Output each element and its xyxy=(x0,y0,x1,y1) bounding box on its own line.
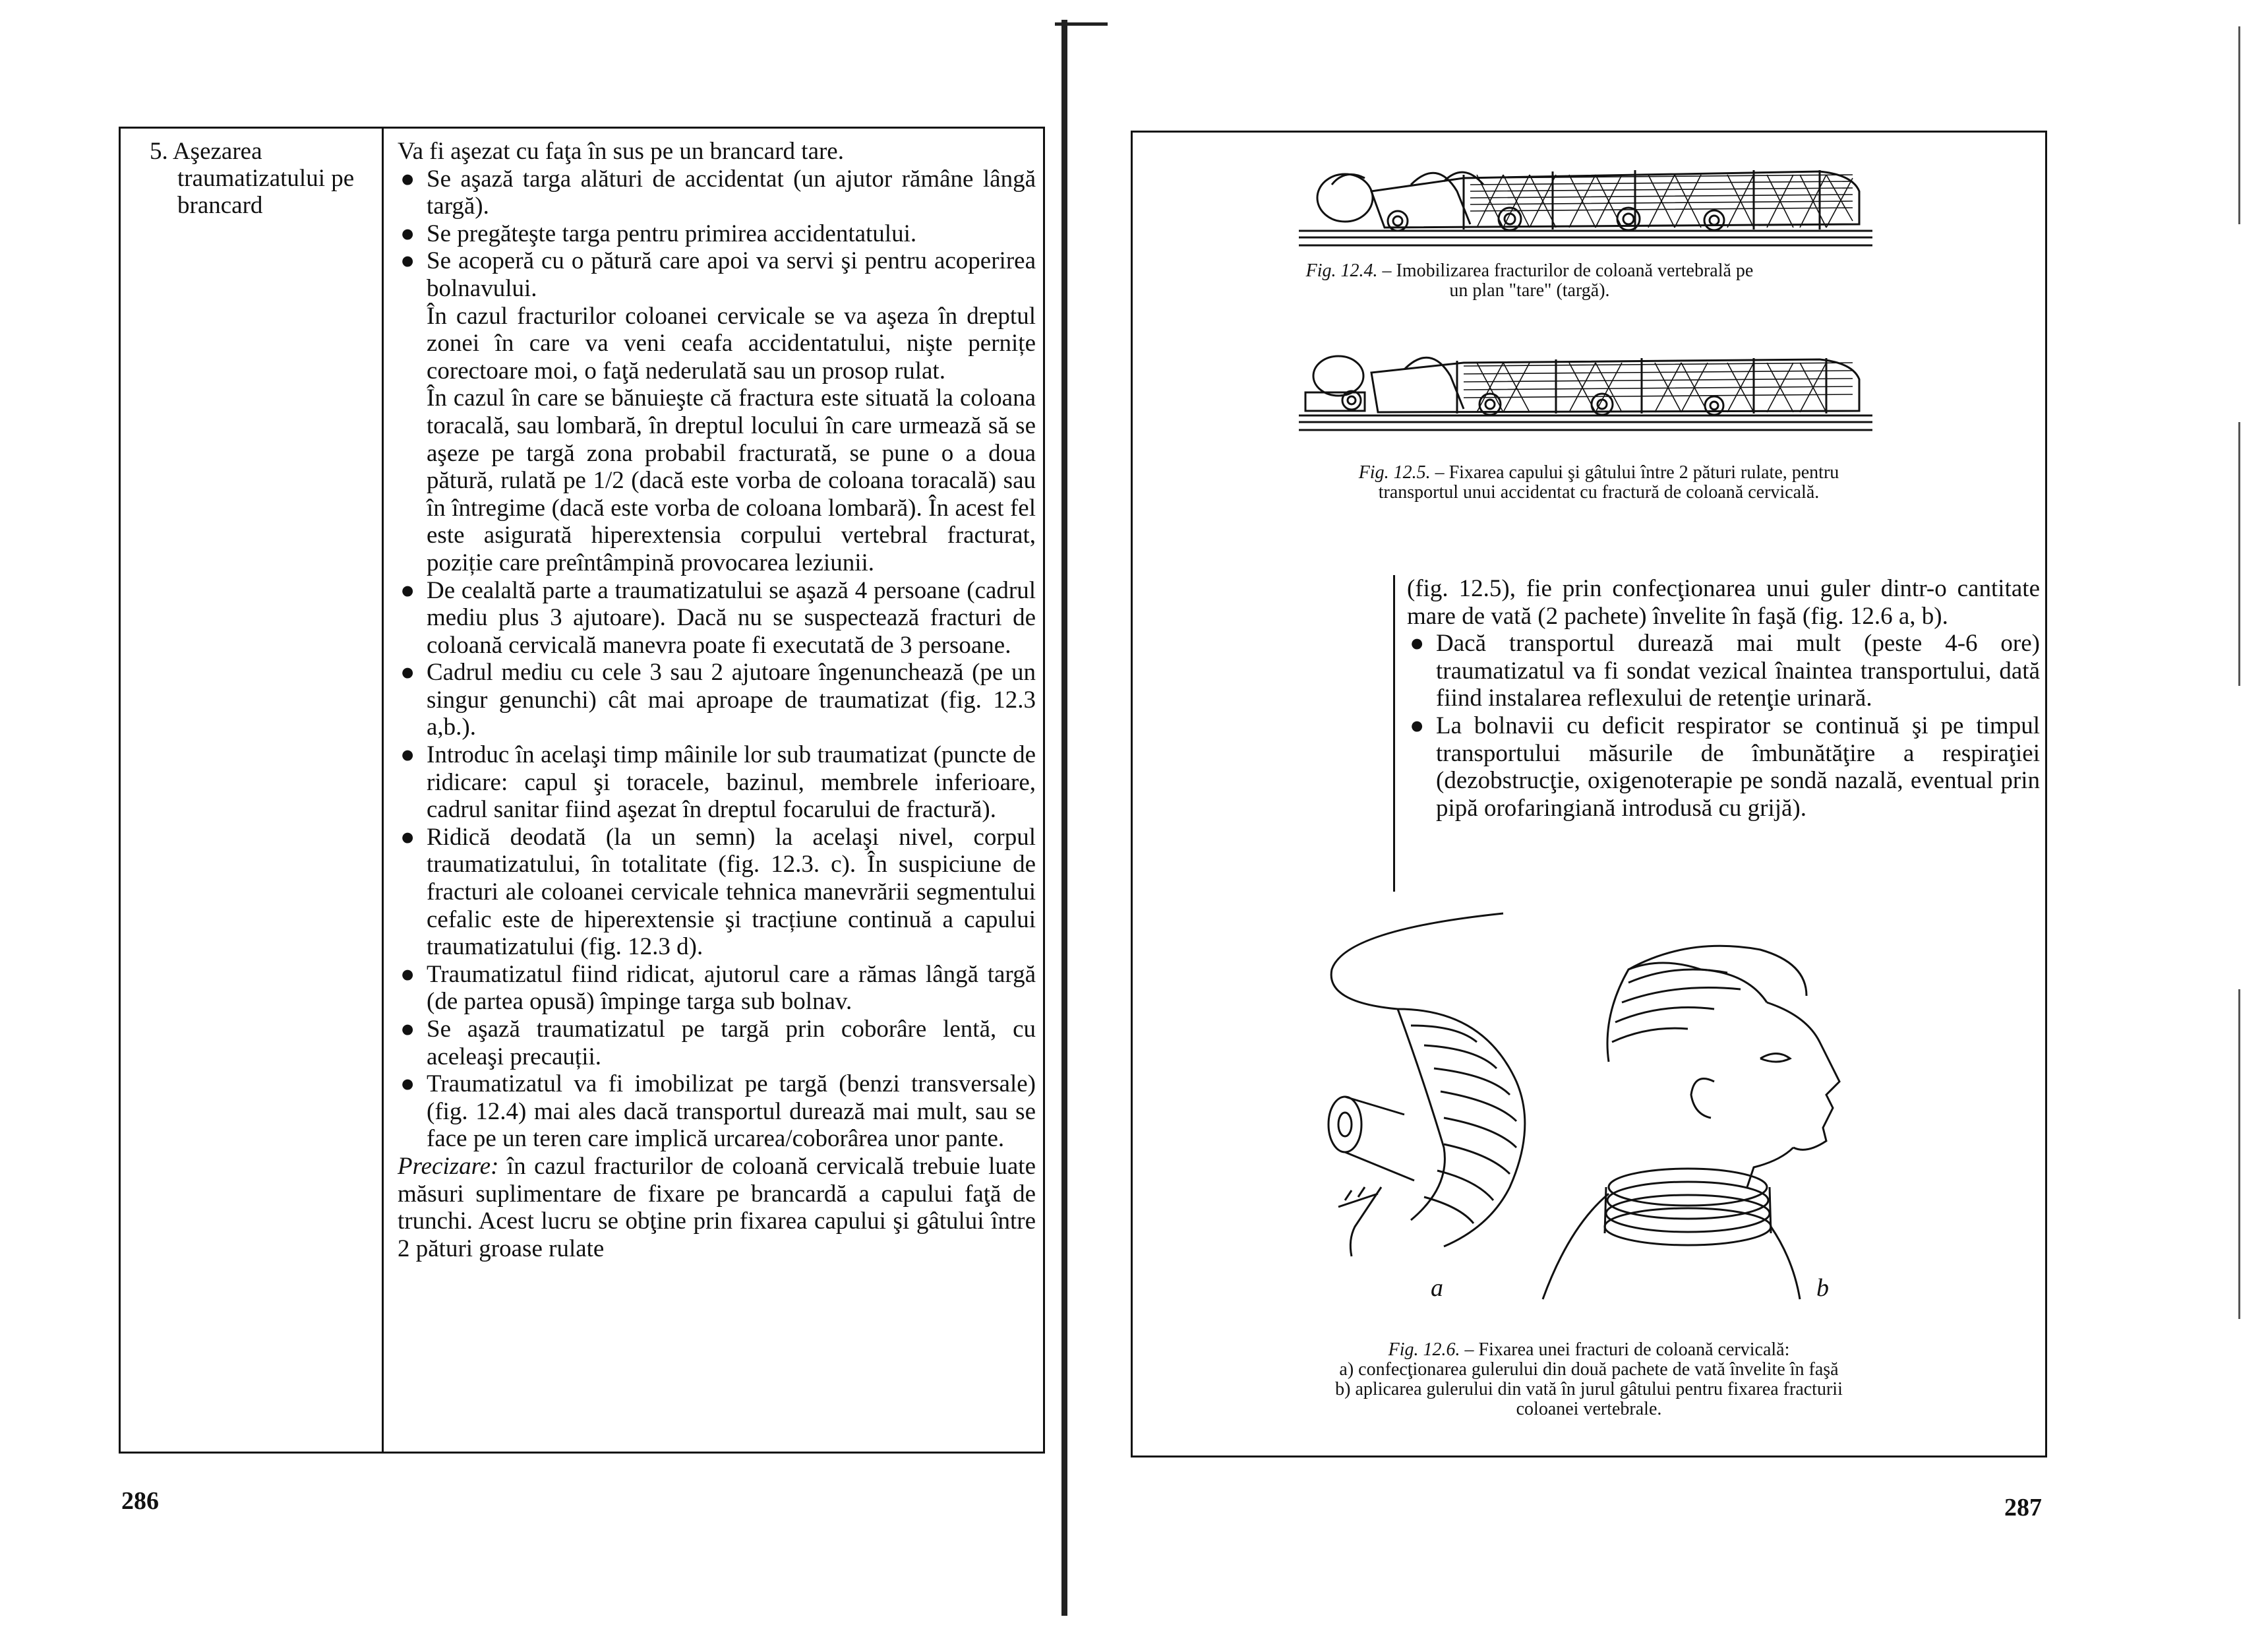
scan-margin-line xyxy=(2238,26,2240,224)
figure-12-6-illustration xyxy=(1319,910,1899,1319)
procedure-table xyxy=(119,127,1045,1454)
list-item: ● La bolnavii cu deficit respirator se continuă şi pe timpul transportului măsurile de îmbunătăţire a respiraţiei (dezobstrucţie, oxigenoterapie pe sondă nazală, eventual prin pipă orofaringiană introdusă cu grijă). xyxy=(1410,712,2040,822)
list-item: ● Traumatizatul fiind ridicat, ajutorul care a rămas lângă targă (de partea opusă) împinge targa sub bolnav. xyxy=(400,960,1036,1016)
scan-margin-line xyxy=(2238,989,2240,1319)
figure-12-4-number: Fig. 12.4. xyxy=(1305,261,1378,281)
continuation-text: (fig. 12.5), fie prin confecţionarea unui guler dintr-o cantitate mare de vată (2 pachete) învelite în faşă (fig. 12.6 a, b). xyxy=(1407,575,2040,630)
list-item: ● Dacă transportul durează mai mult (peste 4-6 ore) traumatizatul va fi sondat vezical înaintea transportului, dată fiind instalarea reflexului de retenţie urinară. xyxy=(1410,630,2040,712)
right-page-text xyxy=(1393,575,2040,892)
page-number-left: 286 xyxy=(121,1487,159,1515)
list-item: ● Se acoperă cu o pătură care apoi va servi şi pentru acoperirea bolnavului. xyxy=(400,247,1036,302)
figure-12-5-number: Fig. 12.5. xyxy=(1358,462,1431,483)
figure-12-5-illustration xyxy=(1292,340,1879,445)
bullet-icon: ● xyxy=(1410,630,1425,658)
bullet-icon: ● xyxy=(400,247,415,275)
bullet-icon: ● xyxy=(400,165,415,193)
figure-12-4-text: – Imobilizarea fracturilor de coloană vertebrală pe un plan "tare" (targă). xyxy=(1377,261,1754,301)
precizare-text: în cazul fracturilor de coloană cervicală trebuie luate măsuri suplimentare de fixare pe brancardă a capului faţă de trunchi. Acest lucru se obţine prin fixarea capului şi gâtului între 2 pături groase rulate xyxy=(398,1152,1036,1262)
list-item: ● Ridică deodată (la un semn) la acelaşi nivel, corpul traumatizatului, în totalitate (fig. 12.3. c). În suspiciune de fracturi ale coloanei cervicale tehnica manevrării segmentului cefalic este de hiperextensie şi tracțiune continuă a capului traumatizatului (fig. 12.3 d). xyxy=(400,823,1036,961)
paragraph-cervical: În cazul fracturilor coloanei cervicale se va aşeza în dreptul zonei în care va veni ceafa accidentatului, nişte pernițe corectoare moi, o faţă nederulată sau un prosop rulat. xyxy=(427,302,1036,384)
paragraph-thoracic: În cazul în care se bănuieşte că fractura este situată la coloana toracală, sau lombară, în dreptul locului în care urmează să se aşeze pe targă zona probabil fracturată, se pune o a doua pătură, rulată pe 1/2 (dacă este vorba de coloana toracală) sau în întregime (dacă este vorba de coloana lombară). În acest fel este asigurată hiperextensia corpului vertebral fracturat, poziție care preîntâmpină provocarea leziunii. xyxy=(427,384,1036,576)
bullet-icon: ● xyxy=(400,741,415,769)
row-title: 5. Aşezarea traumatizatului pe brancard xyxy=(150,138,355,219)
figure-12-4-caption xyxy=(1299,261,1760,301)
table-content-cell xyxy=(398,138,1036,1262)
list-item: ● Introduc în acelaşi timp mâinile lor sub traumatizat (puncte de ridicare: capul şi toracele, bazinul, membrele inferioare, cadrul sanitar fiind aşezat în dreptul focarului de fractură). xyxy=(400,741,1036,824)
page-number-right: 287 xyxy=(2004,1494,2042,1521)
bullet-icon: ● xyxy=(1410,712,1425,739)
figure-12-6-label-a: a xyxy=(1431,1274,1443,1302)
precizare-label: Precizare: xyxy=(398,1152,499,1180)
list-item: ● Se pregăteşte targa pentru primirea accidentatului. xyxy=(400,220,917,247)
bullet-list-b xyxy=(398,577,1036,1153)
bullet-icon: ● xyxy=(400,823,415,851)
bullet-icon: ● xyxy=(400,1070,415,1098)
figure-12-6-line2: a) confecţionarea gulerului din două pachete de vată învelite în faşă xyxy=(1339,1359,1839,1380)
figure-12-5-text: – Fixarea capului şi gâtului între 2 pături rulate, pentru transportul unui accidentat cu fractură de coloană cervicală. xyxy=(1378,462,1839,503)
list-item: ● Cadrul mediu cu cele 3 sau 2 ajutoare îngenunchează (pe un singur genunchi) cât mai aproape de traumatizat (fig. 12.3 a,b.). xyxy=(400,659,1036,741)
figure-12-6-caption xyxy=(1309,1340,1869,1419)
list-item: ● Se aşază traumatizatul pe targă prin coborâre lentă, cu aceleaşi precauții. xyxy=(400,1016,1036,1070)
figure-12-4-illustration xyxy=(1292,145,1879,257)
bullet-icon: ● xyxy=(400,1016,415,1043)
figure-12-6-line3: b) aplicarea gulerului din vată în jurul gâtului pentru fixarea fracturii coloanei vertebrale. xyxy=(1335,1379,1843,1419)
right-bullet-list xyxy=(1407,630,2040,822)
scan-margin-line xyxy=(2238,422,2240,686)
list-item: ● Traumatizatul va fi imobilizat pe targă (benzi transversale) (fig. 12.4) mai ales dacă transportul durează mai mult, sau se face pe un teren care implică urcarea/coborârea unor pante. xyxy=(400,1070,1036,1153)
bullet-icon: ● xyxy=(400,220,415,247)
book-gutter xyxy=(1061,20,1067,1616)
bullet-list-a xyxy=(398,166,1036,303)
intro-text: Va fi aşezat cu faţa în sus pe un brancard tare. xyxy=(398,138,844,165)
bullet-icon: ● xyxy=(400,576,415,604)
figure-12-6-number: Fig. 12.6. xyxy=(1388,1339,1460,1360)
table-column-divider xyxy=(382,129,384,1452)
figure-12-5-caption xyxy=(1322,463,1876,503)
bullet-icon: ● xyxy=(400,960,415,988)
gutter-mark xyxy=(1055,22,1108,26)
figure-12-6-line1: – Fixarea unei fracturi de coloană cervicală: xyxy=(1460,1339,1790,1360)
figure-12-6-label-b: b xyxy=(1816,1274,1829,1302)
list-item: ● Se aşază targa alături de accidentat (un ajutor rămâne lângă targă). xyxy=(400,165,1036,220)
bullet-icon: ● xyxy=(400,659,415,687)
table-row-title-cell xyxy=(150,138,374,219)
precizare-paragraph xyxy=(398,1153,1036,1262)
list-item: ● De cealaltă parte a traumatizatului se aşază 4 persoane (cadrul mediu plus 3 ajutoare). Dacă nu se suspectează fracturi de coloană cervicală manevra poate fi executată de 3 persoane. xyxy=(400,576,1036,659)
